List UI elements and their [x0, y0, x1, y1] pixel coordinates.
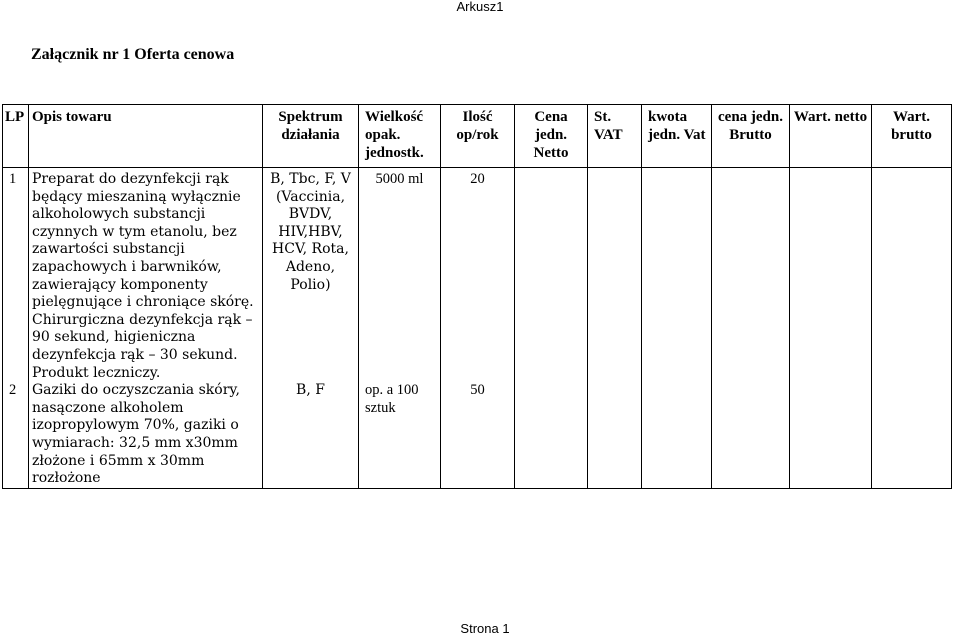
cell-opis: Preparat do dezynfekcji rąk będący mieszaniną wyłącznie alkoholowych substancji czynnych w tym etanolu, bez zawartości substancji zapachowych i barwników, zawierający komponenty pielęgnujące i chroniące skórę. Chirurgiczna dezynfekcja rąk – 90 sekund, higieniczna dezynfekcja rąk – 30 sekund. Produkt leczniczy.	[29, 168, 263, 383]
offer-table	[2, 104, 952, 489]
header-opis-towaru: Opis towaru	[29, 105, 263, 168]
cell-wartosc-brutto[interactable]	[872, 382, 952, 488]
header-kwota-vat: kwota jedn. Vat	[642, 105, 712, 168]
sheet-name: Arkusz1	[456, 0, 504, 14]
cell-lp: 2	[3, 382, 29, 488]
cell-wartosc-brutto[interactable]	[872, 168, 952, 383]
cell-cena-brutto[interactable]	[712, 382, 790, 488]
header-wartosc-netto: Wart. netto	[790, 105, 872, 168]
page-footer: Strona 1	[460, 621, 510, 636]
table-row	[3, 382, 952, 488]
table-row	[3, 168, 952, 383]
header-stawka-vat: St. VAT	[588, 105, 642, 168]
header-spektrum-dzialania: Spektrum działania	[263, 105, 359, 168]
cell-wartosc-netto[interactable]	[790, 168, 872, 383]
cell-lp: 1	[3, 168, 29, 383]
cell-opis: Gaziki do oczyszczania skóry, nasączone alkoholem izopropylowym 70%, gaziki o wymiarach: 32,5 mm x30mm złożone i 65mm x 30mm rozłożone	[29, 382, 263, 488]
cell-stawka-vat[interactable]	[588, 168, 642, 383]
header-cena-netto: Cena jedn. Netto	[515, 105, 588, 168]
cell-cena-netto[interactable]	[515, 168, 588, 383]
header-cena-brutto: cena jedn. Brutto	[712, 105, 790, 168]
cell-ilosc: 50	[441, 382, 515, 488]
cell-cena-netto[interactable]	[515, 382, 588, 488]
cell-kwota-vat[interactable]	[642, 382, 712, 488]
cell-wielkosc: 5000 ml	[359, 168, 441, 383]
cell-ilosc: 20	[441, 168, 515, 383]
header-wielkosc-opakowania: Wielkość opak. jednostk.	[359, 105, 441, 168]
document-title: Załącznik nr 1 Oferta cenowa	[31, 46, 235, 63]
cell-cena-brutto[interactable]	[712, 168, 790, 383]
header-ilosc: Ilość op/rok	[441, 105, 515, 168]
cell-wartosc-netto[interactable]	[790, 382, 872, 488]
cell-spektrum: B, Tbc, F, V (Vaccinia, BVDV, HIV,HBV, HCV, Rota, Adeno, Polio)	[263, 168, 359, 383]
header-lp: LP	[3, 105, 29, 168]
cell-spektrum: B, F	[263, 382, 359, 488]
cell-kwota-vat[interactable]	[642, 168, 712, 383]
cell-stawka-vat[interactable]	[588, 382, 642, 488]
header-wartosc-brutto: Wart. brutto	[872, 105, 952, 168]
table-header-row	[3, 105, 952, 168]
cell-wielkosc: op. a 100 sztuk	[359, 382, 441, 488]
